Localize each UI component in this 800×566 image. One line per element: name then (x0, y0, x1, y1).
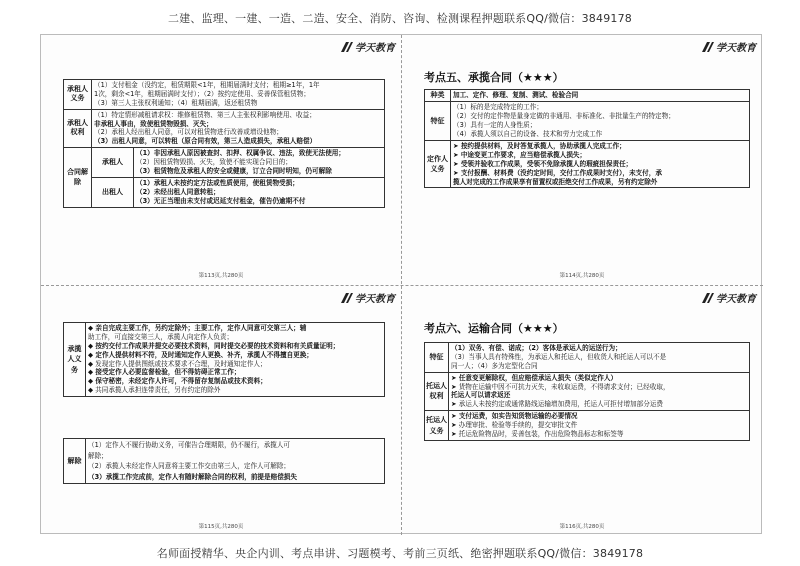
list-item: （1）特定情形减租请求权：维修租赁物、第三人主张权利影响使用、收益； (94, 110, 316, 119)
list-item: （1）支付租金（没约定，租赁期限<1年，租期届满时支付；租期≥1年，1年 (94, 81, 320, 89)
bottom-contact-banner: 名师面授精华、央企内训、考点串讲、习题模考、考前三页纸、绝密押题联系QQ/微信：3849178 (156, 547, 644, 560)
termination-cell (86, 439, 385, 484)
table-row (64, 177, 385, 207)
logo-text: 学天教育 (355, 294, 395, 305)
contractor-duties-table (63, 322, 385, 397)
logo-text: 学天教育 (716, 294, 756, 305)
list-item: （2）承揽人未经定作人同意将主要工作交由第三人，定作人可解除； (88, 462, 291, 471)
lessor-termination-cell (134, 177, 385, 207)
table-row (425, 141, 750, 188)
page-114 (402, 35, 762, 285)
table-row (425, 102, 750, 141)
table-row (425, 90, 750, 102)
list-item: （1）承租人未按约定方法或性质使用，使租赁物受损； (136, 178, 299, 187)
xuetian-logo (702, 290, 756, 305)
list-item: 托运人可以请求返还 (451, 391, 511, 400)
list-item: ➤ 承运人未按约定或通常路线运输增加费用，托运人可拒付增加部分运费 (451, 400, 664, 409)
logo-mark-icon (341, 42, 353, 52)
shipper-duties-cell (449, 411, 750, 441)
page-footer: 第115页,共280页 (198, 524, 244, 530)
row-label: 承租人权利 (64, 109, 92, 148)
shipper-rights-cell (449, 372, 750, 411)
row-label: 托运人权利 (425, 372, 449, 411)
xuetian-logo (341, 39, 395, 54)
list-item: 同一人；（4）多为定型化合同 (451, 361, 538, 370)
list-item: ◆ 亲自完成主要工作，另约定除外；主要工作，定作人同意可交第三人；辅 (88, 324, 307, 332)
list-item: ➤ 按约提供材料，及时答复承揽人，协助承揽人完成工作； (453, 142, 626, 150)
list-item: ◆ 发现定作人提供图纸或技术要求不合理，及时通知定作人； (88, 359, 267, 368)
list-item: 加工、定作、修理、复制、测试、检验合同 (453, 91, 579, 100)
lessee-rights-cell (92, 109, 385, 148)
list-item: ➤ 支付运费，如实告知货物运输的必要情况 (451, 412, 578, 421)
row-label: 种类 (425, 90, 451, 102)
table-row (425, 411, 750, 441)
row-label: 托运人义务 (425, 411, 449, 441)
features-cell (449, 343, 750, 373)
top-contact-banner: 二建、监理、一建、一造、二造、安全、消防、咨询、检测课程押题联系QQ/微信：3849178 (167, 12, 632, 25)
list-item: ◆ 按约交付工作成果并提交必要技术资料，同时提交必要的技术资料和有关质量证明； (88, 341, 340, 350)
list-item: ➤ 货物在运输中因不可抗力灭失，未收取运费，不得请求支付；已经收取， (451, 382, 670, 391)
sub-label: 承租人 (92, 148, 134, 178)
list-item: （2）交付的定作物是量身定做的非通用、非标准化、非批量生产的特定物； (453, 112, 675, 121)
list-item: （3）承揽工作完成前，定作人有随时解除合同的权利，前提是赔偿损失 (88, 472, 297, 481)
page-115 (41, 286, 401, 536)
list-item: （1）双务、有偿、诺成；（2）客体是承运人的运送行为； (451, 344, 622, 352)
logo-text: 学天教育 (355, 43, 395, 54)
lease-contract-table (63, 79, 385, 208)
list-item: ➤ 支付报酬、材料费（没约定时间，交付工作成果时支付），未支付，承 (453, 168, 662, 177)
lessee-termination-cell (134, 148, 385, 178)
list-item: ➤ 托运危险物品时，妥善包装，作出危险物品标志和标签等 (451, 430, 624, 439)
lessee-duties-cell (92, 80, 385, 110)
page-116 (402, 286, 762, 536)
table-row (64, 109, 385, 148)
list-item: ➤ 受领并验收工作成果，受领不免除承揽人的瑕疵担保责任； (453, 159, 633, 168)
section-heading: 考点六、运输合同（★★★） (424, 322, 564, 335)
document-sheet (40, 34, 762, 534)
list-item: 非承租人事由，致使租赁物毁损、灭失； (94, 119, 213, 128)
logo-mark-icon (341, 293, 353, 303)
list-item: 揽人对完成的工作成果享有留置权或拒绝交付工作成果，另有约定除外 (453, 177, 658, 186)
page-113 (41, 35, 401, 285)
list-item: ◆ 保守秘密，未经定作人许可，不得留存复制品或技术资料； (88, 377, 267, 386)
table-row (425, 372, 750, 411)
contractor-termination-table (63, 438, 385, 484)
list-item: （3）第三人主张权利通知；（4）租期届满，返还租赁物 (94, 98, 258, 107)
table-row (64, 148, 385, 178)
list-item: （1）定作人不履行协助义务，可催告合理期限，仍不履行，承揽人可 (88, 441, 291, 449)
xuetian-logo (702, 39, 756, 54)
page-footer: 第113页,共280页 (198, 273, 244, 279)
list-item: （2）承租人经出租人同意，可以对租赁物进行改善或增设他物； (94, 128, 283, 137)
list-item: ◆ 接受定作人必要监督检验，但不得妨碍正常工作； (88, 368, 241, 377)
logo-text: 学天教育 (716, 43, 756, 54)
list-item: （3）无正当理由未支付或迟延支付租金，催告仍逾期不付 (136, 196, 306, 205)
list-item: （3）具有一定的人身性质； (453, 121, 537, 130)
table-row (64, 439, 385, 484)
work-contract-table (424, 89, 750, 188)
list-item: ◆ 共同承揽人承担连带责任，另有约定的除外 (88, 386, 221, 395)
list-item: （3）租赁物危及承租人的安全或健康，订立合同时明知，仍可解除 (136, 167, 332, 176)
row-label: 承租人义务 (64, 80, 92, 110)
table-row (425, 343, 750, 373)
list-item: ➤ 办理审批、检验等手续的，提交审批文件 (451, 421, 578, 430)
list-item: ➤ 中途变更工作要求，应当赔偿承揽人损失； (453, 150, 587, 159)
list-item: （3）出租人同意，可以转租（原合同有效，第三人造成损失，承租人赔偿） (94, 137, 317, 146)
list-item: （2）因租赁物毁损、灭失，致使不能实现合同目的； (136, 158, 292, 167)
list-item: ➤ 任意变更解除权，但应赔偿承运人损失（类似定作人） (451, 373, 618, 382)
transport-contract-table (424, 342, 750, 441)
list-item: 1次，剩余<1年，租期届满时支付）；（2）按约定使用、妥善保管租赁物； (94, 89, 310, 98)
features-cell (451, 102, 750, 141)
list-item: （4）承揽人须以自己的设备、技术和劳力完成工作 (453, 130, 603, 139)
list-item: ◆ 定作人提供材料不符，及时通知定作人更换、补齐，承揽人不得擅自更换； (88, 350, 313, 359)
orderer-duties-cell (451, 141, 750, 188)
contractor-duties-cell (86, 323, 385, 397)
list-item: （1）标的是完成特定的工作； (453, 103, 543, 112)
section-heading: 考点五、承揽合同（★★★） (424, 71, 564, 84)
sub-label: 出租人 (92, 177, 134, 207)
list-item: 解除； (88, 451, 108, 460)
row-label: 特征 (425, 343, 449, 373)
table-row (64, 323, 385, 397)
table-row (64, 80, 385, 110)
row-label: 定作人义务 (425, 141, 451, 188)
xuetian-logo (341, 290, 395, 305)
row-label: 解除 (64, 439, 86, 484)
logo-mark-icon (702, 42, 714, 52)
page-footer: 第114页,共280页 (559, 273, 605, 279)
row-label: 特征 (425, 102, 451, 141)
list-item: 助工作，可直接交第三人，承揽人向定作人负责； (88, 332, 234, 341)
row-label: 合同解除 (64, 148, 92, 207)
row-label: 承揽人义务 (64, 323, 86, 397)
logo-mark-icon (702, 293, 714, 303)
list-item: （2）未经出租人同意转租； (136, 187, 220, 196)
list-item: （1）非因承租人原因被查封、扣押、权属争议、违法，致使无法使用； (136, 149, 345, 158)
page-footer: 第116页,共280页 (559, 524, 605, 530)
types-cell (451, 90, 750, 102)
list-item: （3）当事人具有特殊性，为承运人和托运人，但收货人和托运人可以不是 (451, 352, 667, 361)
